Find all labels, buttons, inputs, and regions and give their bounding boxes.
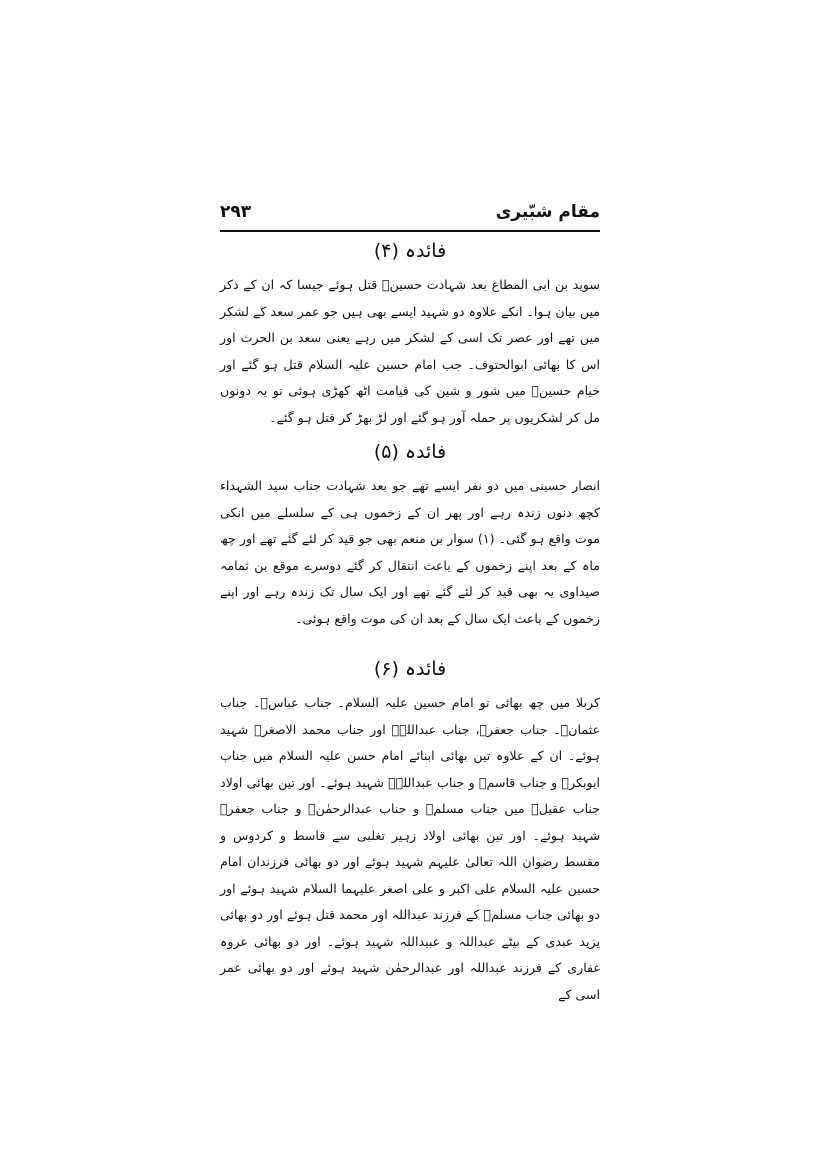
section-heading-5: فائدہ (۵)	[373, 441, 447, 463]
section-heading-4: فائدہ (۴)	[373, 240, 447, 262]
paragraph: کربلا میں چھ بھائی تو امام حسین علیہ السلام۔ جناب عباسؑ۔ جناب عثمانؑ۔ جناب جعفرؑ، جناب عبداللہؑ اور جناب محمد الاصغرؑ شہید ہوئے۔ ان کے علاوہ تین بھائی ابنائے امام حسن علیہ السلام میں جناب ابوبکرؑ و جناب قاسمؑ و جناب عبداللہؑ شہید ہوئے۔ اور تین بھائی اولاد جناب عقیلؑ میں جناب مسلمؑ و جناب عبدالرحمٰنؑ و جناب جعفرؑ شہید ہوئے۔ اور تین بھائی اولاد زہیر تغلبی سے قاسط و کردوس و مقسط رضوان اللہ تعالیٰ علیہم شہید ہوئے اور دو بھائی فرزندان امام حسین علیہ السلام علی اکبر و علی اصغر علیہما السلام شہید ہوئے اور دو بھائی جناب مسلمؑ کے فرزند عبداللہ اور محمد قتل ہوئے اور دو بھائی یزید عبدی کے بیٹے عبداللہ و عبیداللہ شہید ہوئے۔ اور دو بھائی عروہ غفاری کے فرزند عبداللہ اور عبدالرحمٰن شہید ہوئے اور دو بھائی عمر اسی کے	[220, 695, 600, 1002]
page-body	[220, 236, 600, 1008]
page-number: ۲۹۳	[220, 202, 252, 222]
header-rule	[220, 230, 600, 232]
book-title: مقام شبّیری	[495, 202, 600, 222]
paragraph: سوید بن ابی المطاع بعد شہادت حسینؑ قتل ہوئے جیسا کہ ان کے ذکر میں بیان ہوا۔ انکے علاوہ دو شہید ایسے بھی ہیں جو عمر سعد کے لشکر میں تھے اور عصر تک اسی کے لشکر میں رہے یعنی سعد بن الحرث اور اس کا بھائی ابوالحتوف۔ جب امام حسین علیہ السلام قتل ہو گئے اور خیام حسینؑ میں شور و شین کی قیامت اٹھ کھڑی ہوئی تو یہ دونوں مل کر لشکریوں پر حملہ آور ہو گئے اور لڑ بھڑ کر قتل ہو گئے۔	[220, 277, 600, 425]
section-heading-6: فائدہ (۶)	[373, 658, 447, 680]
paragraph: انصار حسینی میں دو نفر ایسے تھے جو بعد شہادت جناب سید الشہداء کچھ دنوں زندہ رہے اور پھر ان کے زخموں ہی کے سلسلے میں انکی موت واقع ہو گئی۔ (۱) سوار بن منعم بھی جو قید کر لئے گئے تھے اور چھ ماہ کے بعد اپنے زخموں کے باعث انتقال کر گئے دوسرے موقع بن ثمامہ صیداوی یہ بھی قید کر لئے گئے تھے اور ایک سال تک زندہ رہے اور اپنے زخموں کے باعث ایک سال کے بعد ان کی موت واقع ہوئی۔	[220, 478, 600, 626]
page-header	[220, 202, 600, 230]
